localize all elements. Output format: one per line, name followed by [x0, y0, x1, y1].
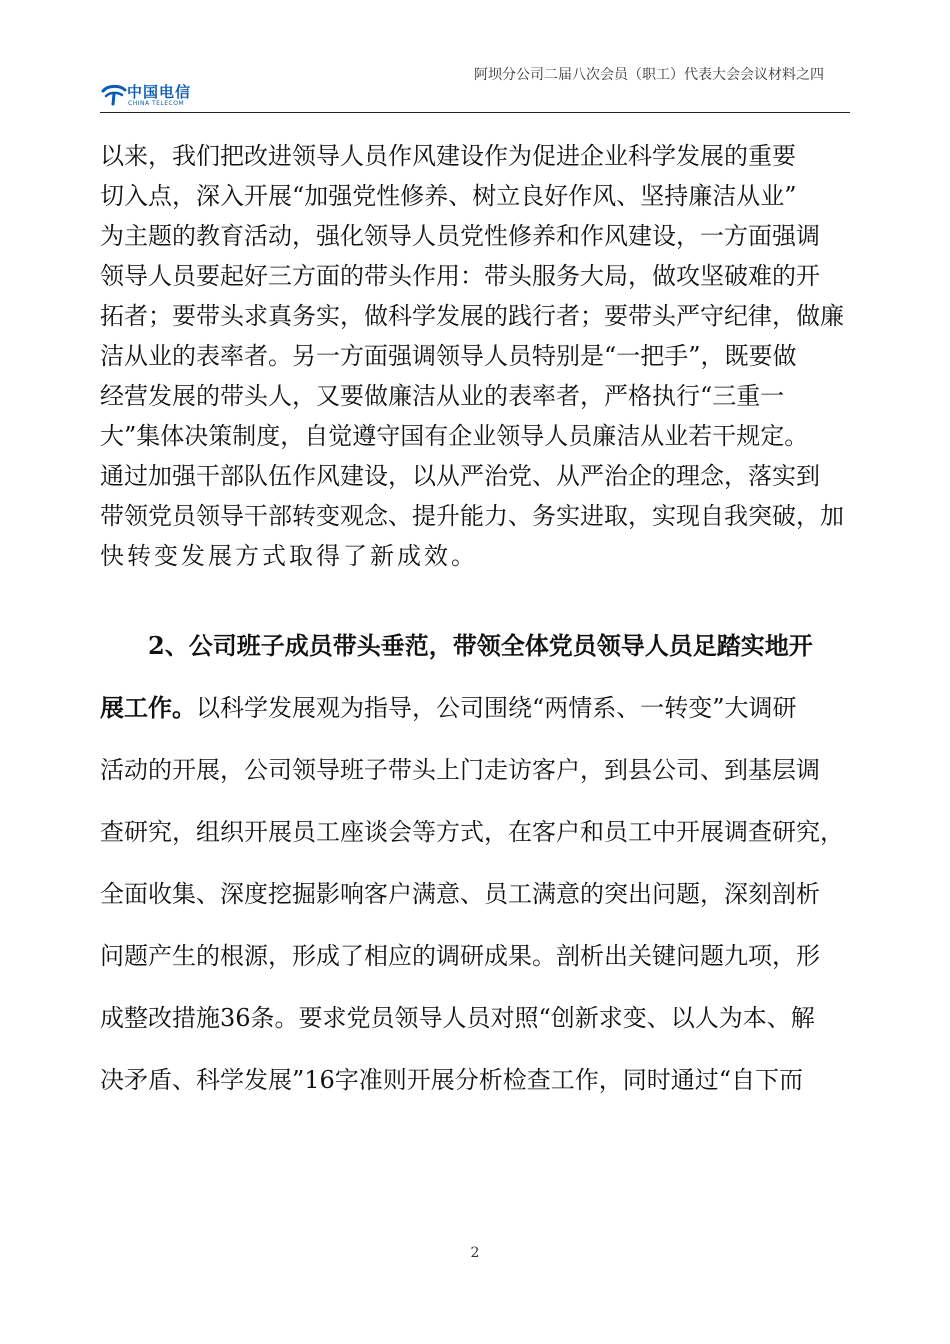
text-line: 快转变发展方式取得了新成效。	[100, 542, 478, 570]
text-line: 全面收集、深度挖掘影响客户满意、员工满意的突出问题，深刻剖析	[100, 880, 820, 908]
logo-en-text: CHINA TELECOM	[128, 100, 185, 107]
header-divider	[100, 112, 850, 113]
page-number: 2	[470, 1245, 480, 1261]
text-line: 以来，我们把改进领导人员作风建设作为促进企业科学发展的重要	[100, 142, 796, 170]
text-line: 拓者；要带头求真务实，做科学发展的践行者；要带头严守纪律，做廉	[100, 302, 844, 330]
section-heading-end: 展工作。	[100, 693, 196, 722]
text-line	[100, 677, 850, 739]
text-line: 通过加强干部队伍作风建设，以从严治党、从严治企的理念，落实到	[100, 462, 820, 490]
text-line: 洁从业的表率者。另一方面强调领导人员特别是“一把手”，既要做	[100, 342, 797, 370]
china-telecom-logo	[100, 80, 210, 114]
logo-cn-text: 中国电信	[127, 83, 192, 101]
header-title: 阿坝分公司二届八次会员（职工）代表大会会议材料之四	[474, 67, 824, 83]
text-line: 切入点，深入开展“加强党性修养、树立良好作风、坚持廉洁从业”	[100, 182, 797, 210]
text-line-rest: 以科学发展观为指导，公司围绕“两情系、一转变”大调研	[196, 694, 797, 722]
text-line: 查研究，组织开展员工座谈会等方式，在客户和员工中开展调查研究，	[100, 818, 844, 846]
text-line: 活动的开展，公司领导班子带头上门走访客户，到县公司、到基层调	[100, 756, 820, 784]
text-line: 经营发展的带头人，又要做廉洁从业的表率者，严格执行“三重一	[100, 382, 785, 410]
text-line: 带领党员领导干部转变观念、提升能力、务实进取，实现自我突破，加	[100, 502, 844, 530]
text-line: 决矛盾、科学发展”16字准则开展分析检查工作，同时通过“自下而	[100, 1066, 804, 1094]
text-line: 问题产生的根源，形成了相应的调研成果。剖析出关键问题九项，形	[100, 942, 820, 970]
telecom-swirl-icon	[100, 82, 128, 106]
text-line: 领导人员要起好三方面的带头作用：带头服务大局，做攻坚破难的开	[100, 262, 820, 290]
section-heading: 2、公司班子成员带头垂范，带领全体党员领导人员足踏实地开	[148, 631, 813, 660]
text-line: 成整改措施36条。要求党员领导人员对照“创新求变、以人为本、解	[100, 1004, 815, 1032]
paragraph-2	[100, 615, 850, 1111]
paragraph-1	[100, 136, 850, 576]
text-line: 大”集体决策制度，自觉遵守国有企业领导人员廉洁从业若干规定。	[100, 422, 809, 450]
text-line: 为主题的教育活动，强化领导人员党性修养和作风建设，一方面强调	[100, 222, 820, 250]
page-header	[100, 58, 850, 118]
